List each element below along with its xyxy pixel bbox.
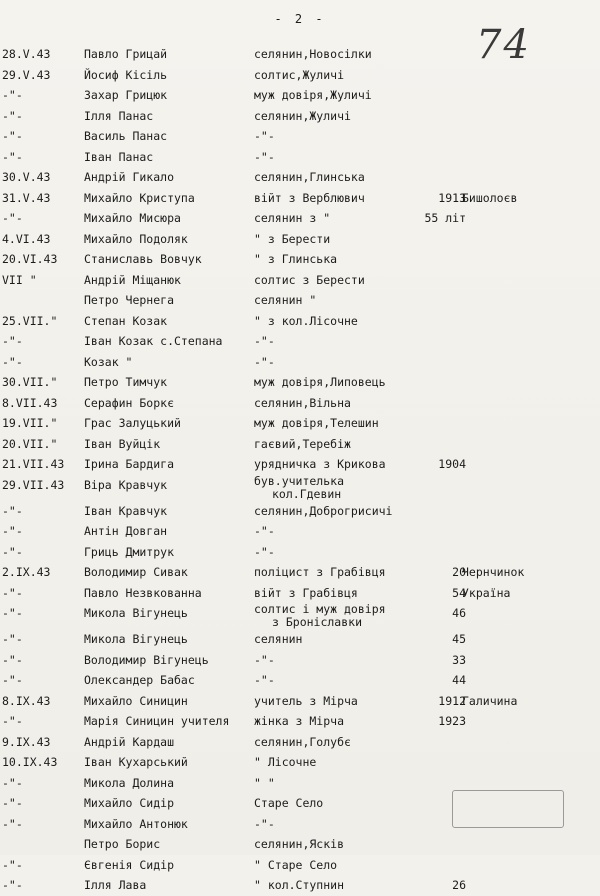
list-item bbox=[0, 629, 600, 650]
person-status: -"- bbox=[254, 652, 275, 667]
person-name: Йосиф Кісіль bbox=[84, 67, 168, 82]
person-status bbox=[254, 603, 424, 629]
person-name: Михайло Синицин bbox=[84, 693, 188, 708]
list-item bbox=[0, 167, 600, 188]
list-item bbox=[0, 413, 600, 434]
person-status: війт з Грабівця bbox=[254, 585, 358, 600]
person-name: Михайло Антонюк bbox=[84, 816, 188, 831]
person-status: " Лісочне bbox=[254, 755, 317, 769]
entry-date: -"- bbox=[2, 149, 23, 164]
list-item bbox=[0, 752, 600, 773]
person-status: жінка з Мірча bbox=[254, 714, 345, 728]
person-name: Ірина Бардига bbox=[84, 457, 175, 471]
entry-date: -"- bbox=[2, 334, 23, 348]
list-item bbox=[0, 352, 600, 373]
list-item bbox=[0, 44, 600, 65]
entry-date: 4.VI.43 bbox=[2, 231, 51, 246]
entry-date: 10.IX.43 bbox=[2, 755, 58, 769]
list-item bbox=[0, 875, 600, 896]
entry-date: -"- bbox=[2, 544, 23, 559]
birth-year: 54 bbox=[452, 585, 466, 600]
person-status: -"- bbox=[254, 524, 275, 538]
person-name: Олександер Бабас bbox=[84, 673, 195, 687]
birth-year: 55 літ bbox=[424, 211, 466, 225]
entry-date: 2.IX.43 bbox=[2, 565, 51, 579]
person-status: муж довіря,Жуличі bbox=[254, 88, 372, 102]
entry-date: 29.VII.43 bbox=[2, 477, 65, 492]
person-name: Михайло Подоляк bbox=[84, 231, 188, 246]
entry-date: -"- bbox=[2, 775, 23, 790]
person-name: Михайло Криступа bbox=[84, 190, 195, 205]
person-name: Петро Тимчук bbox=[84, 375, 168, 389]
list-item bbox=[0, 393, 600, 414]
entry-date: -"- bbox=[2, 606, 23, 620]
entry-date: 9.IX.43 bbox=[2, 734, 51, 749]
entry-date: 25.VII." bbox=[2, 313, 58, 328]
person-name: Петро Чернега bbox=[84, 293, 175, 307]
person-name: Іван Панас bbox=[84, 149, 154, 164]
person-name: Серафин Боркє bbox=[84, 395, 175, 410]
list-item bbox=[0, 290, 600, 311]
person-name: Павло Грицай bbox=[84, 47, 168, 61]
entry-date: 30.VII." bbox=[2, 375, 58, 389]
person-name: Петро Борис bbox=[84, 837, 161, 851]
person-status: -"- bbox=[254, 334, 275, 348]
person-status-line1: солтис і муж довіря bbox=[254, 602, 386, 616]
person-name: Іван Кравчук bbox=[84, 503, 168, 518]
person-status-line2: кол.Гдевин bbox=[272, 486, 342, 501]
person-status: " кол.Ступнин bbox=[254, 878, 345, 892]
person-status: селянин,Глинська bbox=[254, 170, 365, 184]
list-item bbox=[0, 732, 600, 753]
entry-date: -"- bbox=[2, 524, 23, 538]
person-name: Віра Кравчук bbox=[84, 477, 168, 492]
person-status-line1: був.учителька bbox=[254, 473, 345, 488]
entry-date: 8.VII.43 bbox=[2, 395, 58, 410]
person-name: Степан Козак bbox=[84, 313, 168, 328]
entry-date: -"- bbox=[2, 816, 23, 831]
person-name: Микола Долина bbox=[84, 775, 175, 790]
list-item bbox=[0, 454, 600, 475]
list-item bbox=[0, 229, 600, 250]
person-name: Грас Залуцький bbox=[84, 416, 181, 430]
list-item bbox=[0, 670, 600, 691]
list-item bbox=[0, 188, 600, 209]
person-status: селянин " bbox=[254, 293, 317, 307]
person-status: " Старе Село bbox=[254, 857, 338, 872]
person-status: селянин,Ясків bbox=[254, 837, 345, 851]
list-item bbox=[0, 331, 600, 352]
list-item bbox=[0, 434, 600, 455]
entry-date: 8.IX.43 bbox=[2, 693, 51, 708]
person-name: Ілля Панас bbox=[84, 108, 154, 123]
person-status: -"- bbox=[254, 816, 275, 831]
birth-year: 1923 bbox=[438, 714, 466, 728]
list-item bbox=[0, 542, 600, 563]
entry-date: -"- bbox=[2, 878, 23, 892]
entry-date: -"- bbox=[2, 632, 23, 646]
list-item bbox=[0, 249, 600, 270]
person-status: селянин,Вільна bbox=[254, 395, 351, 410]
person-name: Козак " bbox=[84, 354, 133, 369]
person-name: Андрій Гикало bbox=[84, 170, 175, 184]
person-status: війт з Верблювич bbox=[254, 190, 365, 205]
birth-year: 26 bbox=[452, 878, 466, 892]
person-name: Микола Вігунець bbox=[84, 632, 188, 646]
list-item bbox=[0, 208, 600, 229]
person-status: солтис,Жуличі bbox=[254, 67, 345, 82]
list-item bbox=[0, 147, 600, 168]
birth-year: 46 bbox=[452, 606, 466, 620]
person-status: селянин,Голубє bbox=[254, 734, 351, 749]
person-status: Старе Село bbox=[254, 796, 324, 810]
list-item bbox=[0, 834, 600, 855]
person-status: " з Глинська bbox=[254, 252, 338, 266]
entry-date: -"- bbox=[2, 88, 23, 102]
list-item bbox=[0, 603, 600, 629]
birth-year: 33 bbox=[452, 652, 466, 667]
person-status: селянин з " bbox=[254, 211, 331, 225]
entry-date: -"- bbox=[2, 108, 23, 123]
person-name: Іван Кухарський bbox=[84, 755, 188, 769]
birth-year: 1904 bbox=[438, 457, 466, 471]
person-status: -"- bbox=[254, 544, 275, 559]
entry-date: -"- bbox=[2, 503, 23, 518]
person-status: селянин,Новосілки bbox=[254, 47, 372, 61]
person-status: -"- bbox=[254, 129, 275, 143]
person-status: -"- bbox=[254, 149, 275, 164]
person-name: Михайло Мисюра bbox=[84, 211, 181, 225]
person-name: Захар Грицюк bbox=[84, 88, 168, 102]
list-item bbox=[0, 65, 600, 86]
birth-year: 44 bbox=[452, 673, 466, 687]
birth-year: 1913 bbox=[438, 190, 466, 205]
person-name: Василь Панас bbox=[84, 129, 168, 143]
person-status: -"- bbox=[254, 673, 275, 687]
origin-place: Чернчинок bbox=[462, 565, 525, 579]
page-number: - 2 - bbox=[274, 12, 326, 26]
archive-number: 74 bbox=[476, 22, 531, 68]
entry-date: 29.V.43 bbox=[2, 67, 51, 82]
person-status: " " bbox=[254, 775, 275, 790]
entry-date: -"- bbox=[2, 354, 23, 369]
victims-list bbox=[0, 44, 600, 896]
person-name: Андрій Кардаш bbox=[84, 734, 175, 749]
origin-place: Бишолоєв bbox=[462, 190, 518, 205]
person-status: муж довіря,Липовець bbox=[254, 375, 386, 389]
origin-place: Україна bbox=[462, 585, 511, 600]
list-item bbox=[0, 501, 600, 522]
person-name: Євгенія Сидір bbox=[84, 857, 175, 872]
entry-date: -"- bbox=[2, 652, 23, 667]
person-name: Володимир Вігунець bbox=[84, 652, 209, 667]
birth-year: 45 bbox=[452, 632, 466, 646]
list-item bbox=[0, 270, 600, 291]
person-name: Іван Вуйцік bbox=[84, 436, 161, 451]
person-name: Марія Синицин учителя bbox=[84, 714, 230, 728]
person-status: селянин bbox=[254, 632, 303, 646]
entry-date: 30.V.43 bbox=[2, 170, 51, 184]
person-status: селянин,Жуличі bbox=[254, 108, 351, 123]
list-item bbox=[0, 711, 600, 732]
entry-date: -"- bbox=[2, 673, 23, 687]
person-name: Станиславь Вовчук bbox=[84, 252, 202, 266]
origin-place: Галичина bbox=[462, 693, 518, 708]
list-item bbox=[0, 85, 600, 106]
entry-date: 31.V.43 bbox=[2, 190, 51, 205]
person-status-line2: з Броніславки bbox=[272, 615, 363, 629]
list-item bbox=[0, 650, 600, 671]
list-item bbox=[0, 106, 600, 127]
list-item bbox=[0, 855, 600, 876]
archive-stamp bbox=[452, 790, 564, 828]
entry-date: 21.VII.43 bbox=[2, 457, 65, 471]
person-status: " з кол.Лісочне bbox=[254, 313, 358, 328]
person-status: селянин,Доброгрисичі bbox=[254, 503, 393, 518]
person-name: Андрій Міщанюк bbox=[84, 272, 181, 287]
list-item bbox=[0, 583, 600, 604]
person-name: Антін Довган bbox=[84, 524, 168, 538]
person-name: Павло Незвкованна bbox=[84, 585, 202, 600]
entry-date: -"- bbox=[2, 857, 23, 872]
entry-date: 28.V.43 bbox=[2, 47, 51, 61]
list-item bbox=[0, 311, 600, 332]
list-item bbox=[0, 126, 600, 147]
person-status: " з Берести bbox=[254, 231, 331, 246]
entry-date: -"- bbox=[2, 129, 23, 143]
person-status: -"- bbox=[254, 354, 275, 369]
person-name: Ілля Лава bbox=[84, 878, 147, 892]
person-status bbox=[254, 475, 424, 501]
entry-date: 20.VI.43 bbox=[2, 252, 58, 266]
person-name: Гриць Дмитрук bbox=[84, 544, 175, 559]
person-status: муж довіря,Телешин bbox=[254, 416, 379, 430]
birth-year: 20 bbox=[452, 565, 466, 579]
person-status: учитель з Мірча bbox=[254, 693, 358, 708]
entry-date: -"- bbox=[2, 714, 23, 728]
entry-date: VII " bbox=[2, 272, 37, 287]
person-status: поліцист з Грабівця bbox=[254, 565, 386, 579]
person-status: гаєвий,Теребіж bbox=[254, 436, 351, 451]
list-item bbox=[0, 372, 600, 393]
person-status: солтис з Берести bbox=[254, 272, 365, 287]
person-name: Микола Вігунець bbox=[84, 606, 188, 620]
list-item bbox=[0, 562, 600, 583]
entry-date: 19.VII." bbox=[2, 416, 58, 430]
birth-year: 1912 bbox=[438, 693, 466, 708]
person-name: Іван Козак с.Степана bbox=[84, 334, 223, 348]
entry-date: -"- bbox=[2, 796, 23, 810]
person-name: Володимир Сивак bbox=[84, 565, 188, 579]
person-name: Михайло Сидір bbox=[84, 796, 175, 810]
list-item bbox=[0, 691, 600, 712]
list-item bbox=[0, 475, 600, 501]
entry-date: -"- bbox=[2, 585, 23, 600]
person-status: урядничка з Крикова bbox=[254, 457, 386, 471]
entry-date: -"- bbox=[2, 211, 23, 225]
list-item bbox=[0, 521, 600, 542]
entry-date: 20.VII." bbox=[2, 436, 58, 451]
